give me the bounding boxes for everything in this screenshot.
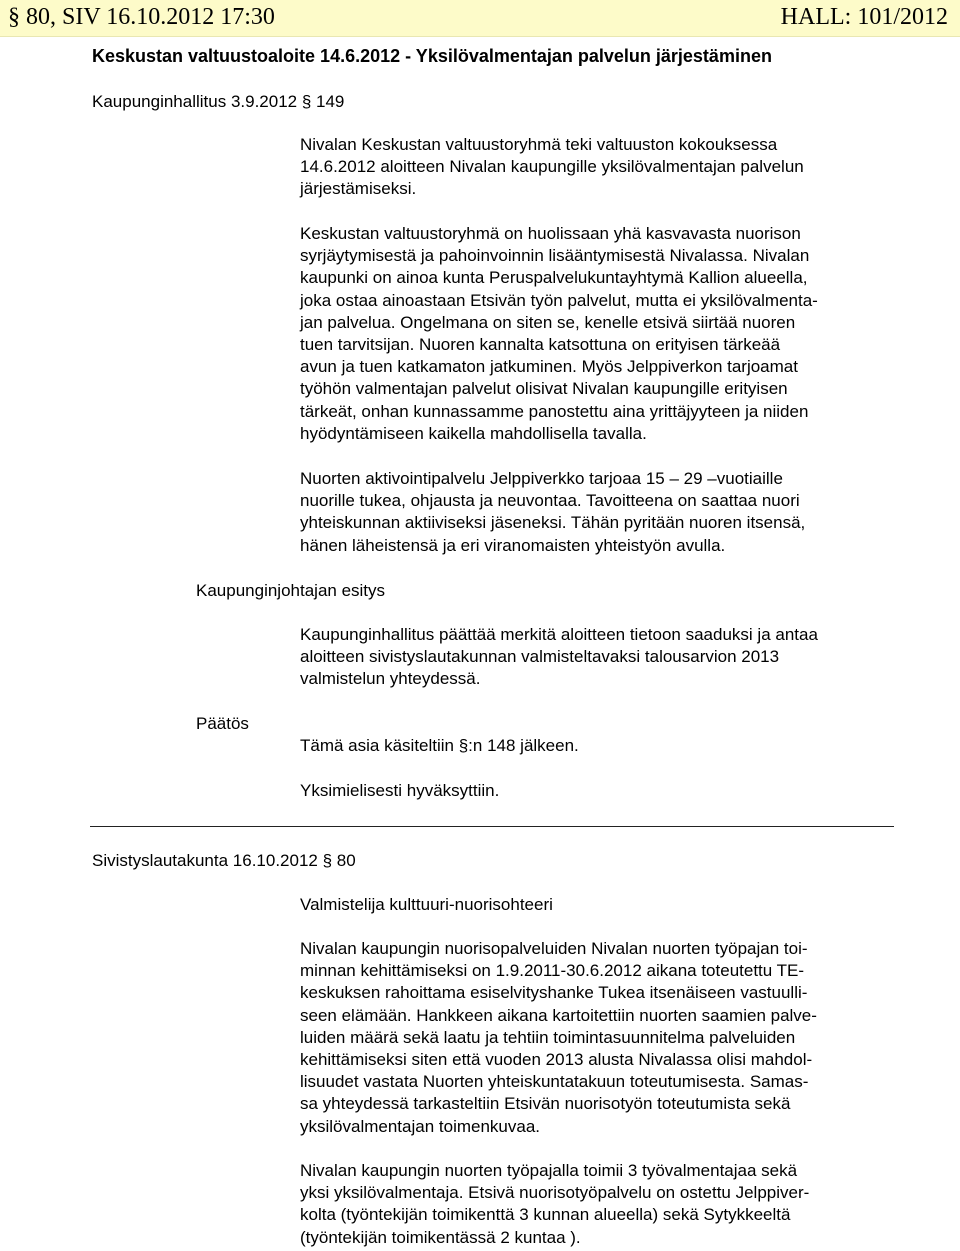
decision-label: Päätös	[196, 714, 249, 733]
document-title: Keskustan valtuustoaloite 14.6.2012 - Yksilövalmentajan palvelun järjestäminen	[92, 46, 772, 66]
text-line: lisuudet vastata Nuorten yhteiskuntatakuun toteutumisesta. Samas-	[300, 1072, 809, 1092]
text-line: järjestämiseksi.	[300, 179, 417, 199]
text-line: seen elämään. Hankkeen aikana kartoitettiin nuorten saamien palve-	[300, 1005, 817, 1025]
text-line: Nuorten aktivointipalvelu Jelppiverkko tarjoaa 15 – 29 –vuotiaille	[300, 469, 783, 488]
text-line: yksi yksilövalmentaja. Etsivä nuorisotyöpalvelu on ostettu Jelppiver-	[300, 1183, 810, 1203]
siv-paragraph-1	[300, 938, 900, 1138]
kh-meeting-reference: Kaupunginhallitus 3.9.2012 § 149	[92, 92, 345, 111]
text-line: tärkeät, onhan kunnassamme panostettu aina yrittäjyyteen ja niiden	[300, 401, 809, 421]
text-line: sa yhteydessä tarkasteltiin Etsivän nuorisotyön toteutumista sekä	[300, 1094, 791, 1114]
text-line: nuorille tukea, ohjausta ja neuvontaa. Tavoitteena on saattaa nuori	[300, 491, 800, 511]
proposal-text	[300, 624, 900, 691]
text-line: valmistelun yhteydessä.	[300, 669, 481, 689]
kh-paragraph-2	[300, 223, 900, 445]
text-line: hyödyntämiseen kaikella mahdollisella tavalla.	[300, 423, 647, 443]
kh-paragraph-3	[300, 468, 900, 557]
text-line: luiden määrä sekä laatu ja tehtiin toimintasuunnitelma palveluiden	[300, 1027, 796, 1047]
text-line: avun ja tuen katkamaton jatkuminen. Myös Jelppiverkon tarjoamat	[300, 357, 798, 377]
kh-paragraph-1	[300, 134, 900, 201]
text-line: hänen läheistensä ja eri viranomaisten yhteistyön avulla.	[300, 535, 726, 555]
section-divider	[90, 826, 894, 827]
decision-line-1: Tämä asia käsiteltiin §:n 148 jälkeen.	[300, 736, 579, 755]
text-line: Nivalan Keskustan valtuustoryhmä teki valtuuston kokouksessa	[300, 135, 778, 154]
siv-paragraph-2	[300, 1160, 900, 1249]
text-line: työhön valmentajan palvelut olisivat Nivalan kaupungille erityisen	[300, 379, 788, 399]
text-line: keskuksen rahoittama esiselvityshanke Tukea itsenäiseen vastuulli-	[300, 983, 808, 1003]
siv-meeting-reference: Sivistyslautakunta 16.10.2012 § 80	[92, 851, 356, 870]
text-line: kaupunki on ainoa kunta Peruspalvelukuntayhtymä Kallion alueella,	[300, 268, 808, 288]
header-section-date: § 80, SIV 16.10.2012 17:30	[8, 4, 275, 30]
document-header	[0, 0, 960, 37]
text-line: kolta (työntekijän toimikenttä 3 kunnan alueella) sekä Sytykkeeltä	[300, 1205, 791, 1225]
text-line: syrjäytymisestä ja pahoinvoinnin lisääntymisestä Nivalassa. Nivalan	[300, 246, 810, 266]
text-line: yhteiskunnan aktiiviseksi jäseneksi. Tähän pyritään nuoren itsensä,	[300, 513, 806, 533]
text-line: jan palvelua. Ongelmana on siten se, kenelle etsivä siirtää nuoren	[300, 312, 796, 332]
text-line: yksilövalmentajan toimenkuvaa.	[300, 1116, 541, 1136]
header-record-number: HALL: 101/2012	[780, 4, 948, 30]
text-line: kehittämiseksi siten että vuoden 2013 alusta Nivalassa olisi mahdol-	[300, 1050, 813, 1070]
text-line: 14.6.2012 aloitteen Nivalan kaupungille yksilövalmentajan palvelun	[300, 157, 804, 177]
text-line: Keskustan valtuustoryhmä on huolissaan yhä kasvavasta nuorison	[300, 224, 801, 243]
text-line: minnan kehittämiseksi on 1.9.2011-30.6.2012 aikana toteutettu TE-	[300, 961, 805, 981]
text-line: Nivalan kaupungin nuorten työpajalla toimii 3 työvalmentajaa sekä	[300, 1161, 798, 1180]
text-line: (työntekijän toimikentässä 2 kuntaa ).	[300, 1227, 581, 1247]
decision-line-2: Yksimielisesti hyväksyttiin.	[300, 781, 500, 800]
text-line: aloitteen sivistyslautakunnan valmisteltavaksi talousarvion 2013	[300, 647, 780, 667]
proposal-label: Kaupunginjohtajan esitys	[196, 581, 386, 600]
text-line: Nivalan kaupungin nuorisopalveluiden Nivalan nuorten työpajan toi-	[300, 939, 808, 958]
text-line: joka ostaa ainoastaan Etsivän työn palvelut, mutta ei yksilövalmenta-	[300, 290, 818, 310]
siv-preparer: Valmistelija kulttuuri-nuorisohteeri	[300, 895, 553, 914]
text-line: Kaupunginhallitus päättää merkitä aloitteen tietoon saaduksi ja antaa	[300, 625, 818, 644]
text-line: tuen tarvitsijan. Nuoren kannalta katsottuna on erityisen tärkeää	[300, 335, 781, 355]
